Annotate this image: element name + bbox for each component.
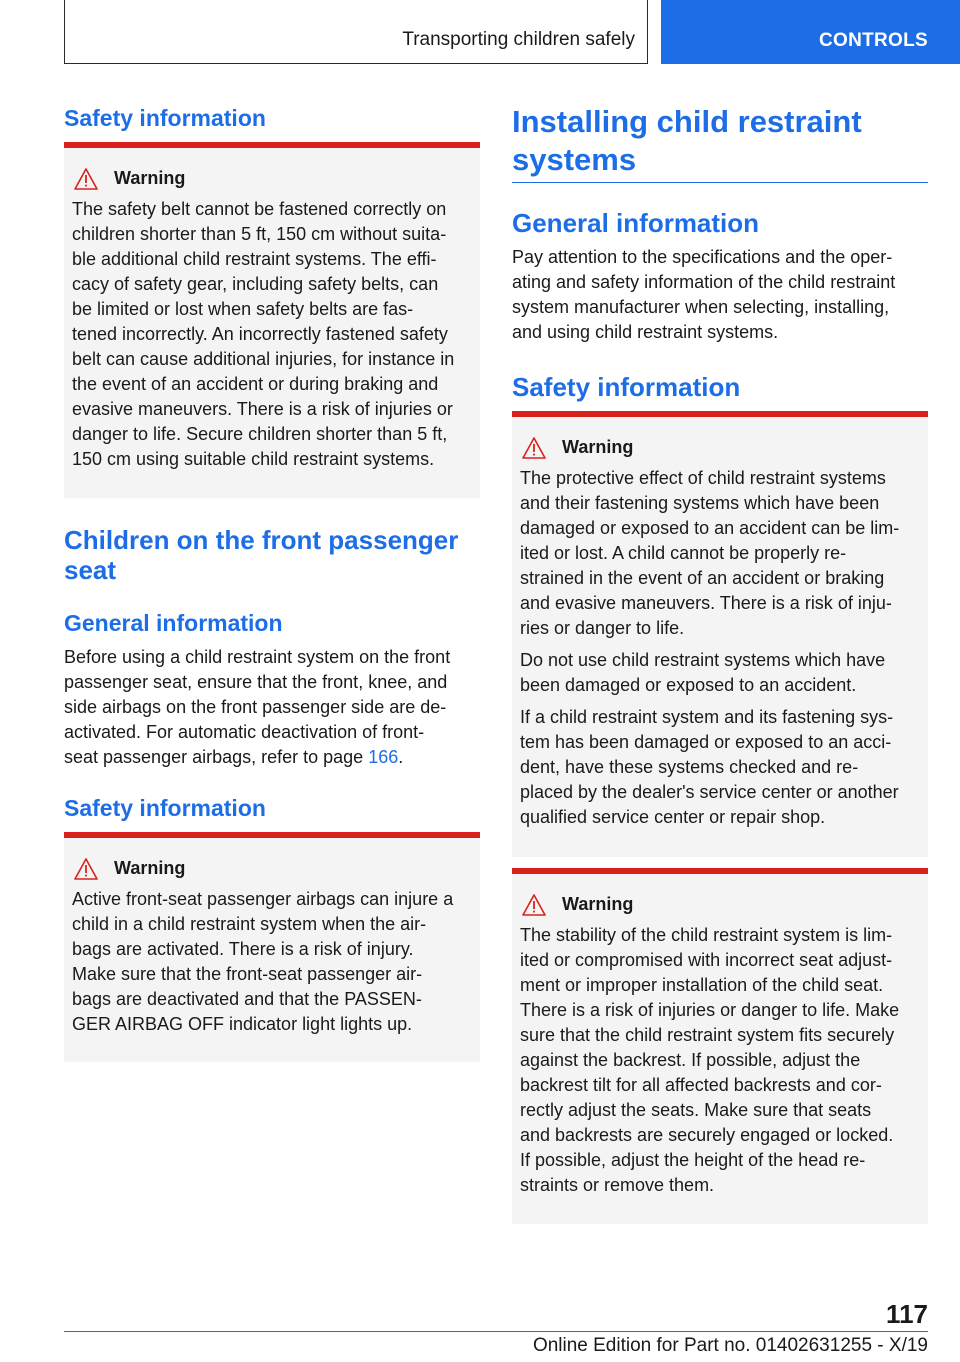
warning-title: Warning — [520, 892, 920, 917]
warning-triangle-icon — [522, 437, 546, 459]
chapter-title: CONTROLS — [818, 30, 928, 51]
warning-box-1 — [64, 142, 480, 498]
warning-box-4 — [512, 868, 928, 1224]
footer-rule — [64, 1331, 928, 1332]
header-chapter-tab[interactable] — [661, 0, 960, 64]
warning-box-2 — [64, 832, 480, 1062]
install-heading: Installing child restraint systems — [512, 104, 862, 177]
warning-text: The stability of the child restraint system is lim‐ ited or compromised with incorrect seat adjust‐ ment or improper installation of the child seat. There is a risk of injuries or danger to life. Make sure that the child restraint system fits securely against the backrest. If possible, adjust the backrest tilt for all affected backrests and cor‐ rectly adjust the seats. Make sure that seats and backrests are securely engaged or locked. If possible, adjust the height of the head re‐ straints or remove them. — [520, 925, 900, 1195]
heading-rule — [512, 182, 928, 183]
page-reference-link[interactable]: 166 — [368, 747, 399, 767]
warning-triangle-icon — [522, 894, 546, 916]
safety-heading-1: Safety information — [64, 105, 266, 131]
general-info-text: Pay attention to the specifications and the oper‐ ating and safety information of the child restraint system manufacturer when selecting, installing, and using child restraint systems. — [512, 247, 896, 342]
general-info-heading: General information — [512, 208, 760, 238]
section-title: Transporting children safely — [402, 29, 635, 50]
general-info-text: Before using a child restraint system on the front passenger seat, ensure that the front, knee, and side airbags on the front passenger side are de‐ activated. For automatic deactivation of front- seat passenger airbags, refer to page 166. — [64, 647, 451, 767]
warning-title: Warning — [72, 856, 472, 881]
page-number: 117 — [886, 1299, 928, 1329]
safety-heading: Safety information — [512, 372, 741, 402]
safety-heading-2: Safety information — [64, 795, 266, 821]
warning-text: The safety belt cannot be fastened correctly on children shorter than 5 ft, 150 cm without suita‐ ble additional child restraint systems. The effi‐ cacy of safety gear, including safety belts, can be limited or lost when safety belts are fas‐ tened incorrectly. An incorrectly fastened safety belt can cause additional injuries, for instance in the event of an accident or during braking and evasive maneuvers. There is a risk of injuries or danger to life. Secure children shorter than 5 ft, 150 cm using suitable child restraint systems. — [72, 199, 455, 469]
warning-triangle-icon — [74, 858, 98, 880]
warning-title: Warning — [520, 435, 920, 460]
warning-paragraph-3: If a child restraint system and its fastening sys‐ tem has been damaged or exposed to an acci‐ dent, have these systems checked and re‐ placed by the dealer's service center or another qualified service center or repair shop. — [520, 707, 899, 827]
edition-footer: Online Edition for Part no. 01402631255 - X/19 — [532, 1335, 928, 1356]
children-front-seat-heading: Children on the front passenger seat — [64, 525, 459, 585]
warning-text: Active front-seat passenger airbags can injure a child in a child restraint system when the air‐ bags are activated. There is a risk of injury. Make sure that the front-seat passenger air‐ bags are deactivated and that the PASSEN‐ GER AIRBAG OFF indicator light lights up. — [72, 889, 454, 1034]
warning-title: Warning — [72, 166, 472, 191]
warning-triangle-icon — [74, 168, 98, 190]
header-section-title — [64, 0, 648, 64]
warning-paragraph-2: Do not use child restraint systems which have been damaged or exposed to an accident. — [520, 650, 886, 695]
warning-box-3 — [512, 411, 928, 857]
warning-paragraph-1: The protective effect of child restraint systems and their fastening systems which have been damaged or exposed to an accident can be lim‐ ited or lost. A child cannot be properly re‐ strained in the event of an accident or braking and evasive maneuvers. There is a risk of inju‐ ries or danger to life. — [520, 468, 900, 638]
general-info-heading: General information — [64, 610, 283, 636]
